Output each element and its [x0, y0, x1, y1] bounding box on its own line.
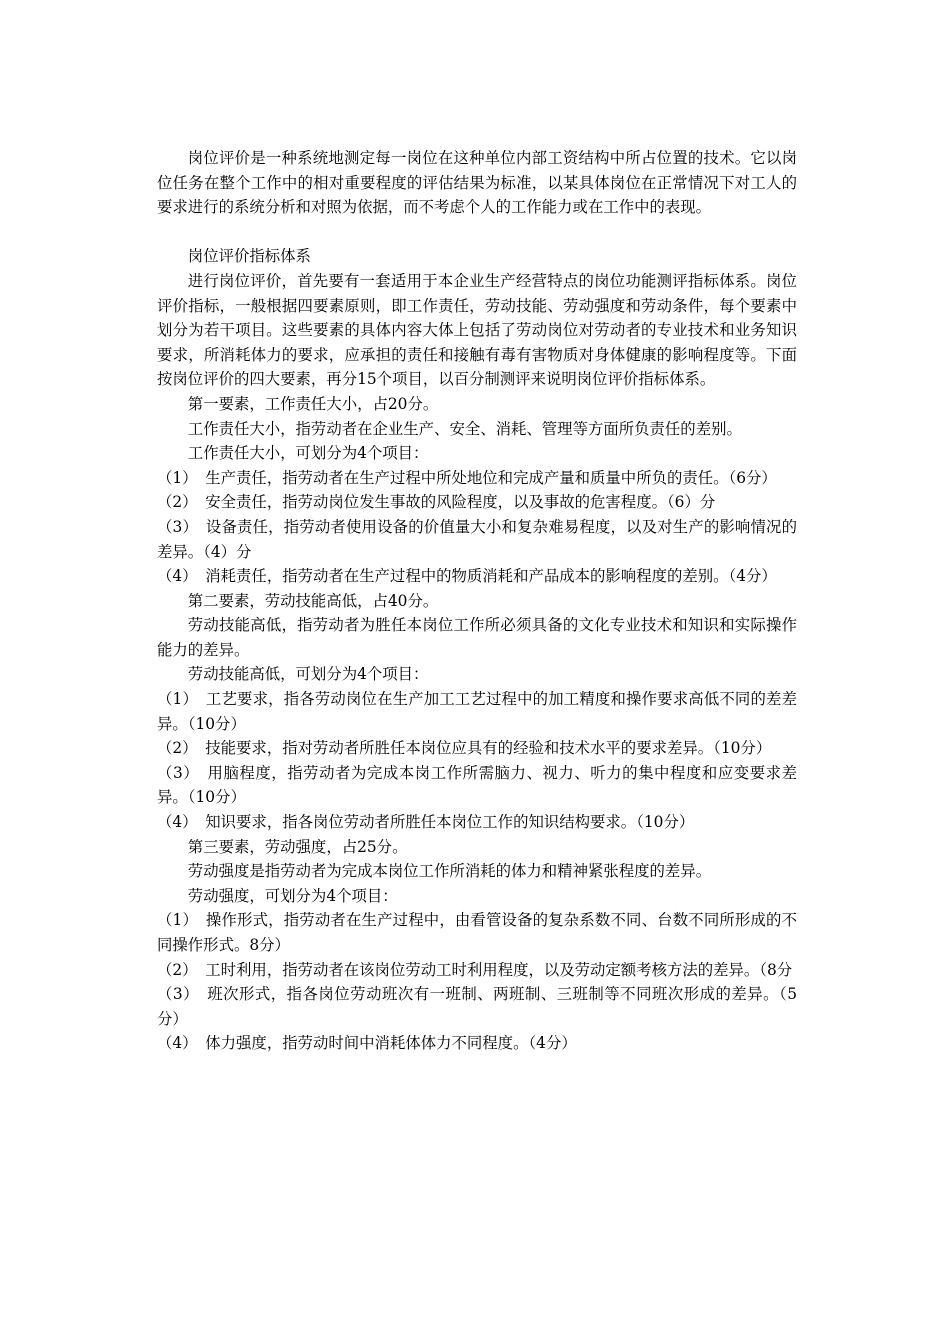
blank-line [157, 220, 797, 245]
factor1-item: （4） 消耗责任，指劳动者在生产过程中的物质消耗和产品成本的影响程度的差别。（4分） [157, 567, 777, 586]
factor2-item: （1） 工艺要求，指各劳动岗位在生产加工工艺过程中的加工精度和操作要求高低不同的差差异。（10分） [157, 690, 797, 733]
factor2-title: 第二要素，劳动技能高低，占40分。 [187, 591, 439, 610]
intro-paragraph: 岗位评价是一种系统地测定每一岗位在这种单位内部工资结构中所占位置的技术。它以岗位任务在整个工作中的相对重要程度的评估结果为标准，以某具体岗位在正常情况下对工人的要求进行的系统分析和对照为依据，而不考虑个人的工作能力或在工作中的表现。 [157, 149, 797, 217]
factor3-desc: 劳动强度是指劳动者为完成本岗位工作所消耗的体力和精神紧张程度的差异。 [187, 862, 712, 881]
factor1-title: 第一要素，工作责任大小，占20分。 [187, 394, 439, 413]
factor2-intro: 劳动技能高低，可划分为4个项目： [187, 665, 429, 684]
factor3-item: （1） 操作形式，指劳动者在生产过程中，由看管设备的复杂系数不同、台数不同所形成的不同操作形式。8分） [157, 911, 797, 954]
factor2-desc: 劳动技能高低，指劳动者为胜任本岗位工作所必须具备的文化专业技术和知识和实际操作能力的差异。 [157, 616, 797, 659]
factor3-item: （2） 工时利用，指劳动者在该岗位劳动工时利用程度，以及劳动定额考核方法的差异。（8分 [157, 960, 793, 979]
factor3-intro: 劳动强度，可划分为4个项目： [187, 886, 398, 905]
factor3-item: （4） 体力强度，指劳动时间中消耗体体力不同程度。（4分） [157, 1034, 577, 1053]
factor1-item: （2） 安全责任，指劳动岗位发生事故的风险程度，以及事故的危害程度。（6）分 [157, 493, 716, 512]
factor3-item: （3） 班次形式，指各岗位劳动班次有一班制、两班制、三班制等不同班次形成的差异。（5分） [157, 985, 797, 1028]
factor1-desc: 工作责任大小，指劳动者在企业生产、安全、消耗、管理等方面所负责任的差别。 [187, 419, 742, 438]
factor2-item: （4） 知识要求，指各岗位劳动者所胜任本岗位工作的知识结构要求。（10分） [157, 813, 695, 832]
factor1-item: （1） 生产责任，指劳动者在生产过程中所处地位和完成产量和质量中所负的责任。（6分） [157, 468, 777, 487]
factor1-intro: 工作责任大小，可划分为4个项目： [187, 444, 429, 463]
factor2-item: （2） 技能要求，指对劳动者所胜任本岗位应具有的经验和技术水平的要求差异。（10分） [157, 739, 772, 758]
factor3-title: 第三要素，劳动强度，占25分。 [187, 837, 408, 856]
factor1-item: （3） 设备责任，指劳动者使用设备的价值量大小和复杂难易程度，以及对生产的影响情况的差异。（4）分 [157, 517, 797, 561]
document-page [157, 146, 797, 1056]
section-title: 岗位评价指标体系 [187, 247, 311, 266]
section-body: 进行岗位评价，首先要有一套适用于本企业生产经营特点的岗位功能测评指标体系。岗位评价指标，一般根据四要素原则，即工作责任，劳动技能、劳动强度和劳动条件，每个要素中划分为若干项目。这些要素的具体内容大体上包括了劳动岗位对劳动者的专业技术和业务知识要求，所消耗体力的要求，应承担的责任和接触有毒有害物质对身体健康的影响程度等。下面按岗位评价的四大要素，再分15个项目，以百分制测评来说明岗位评价指标体系。 [157, 271, 797, 389]
factor2-item: （3） 用脑程度，指劳动者为完成本岗工作所需脑力、视力、听力的集中程度和应变要求差异。（10分） [157, 763, 797, 807]
